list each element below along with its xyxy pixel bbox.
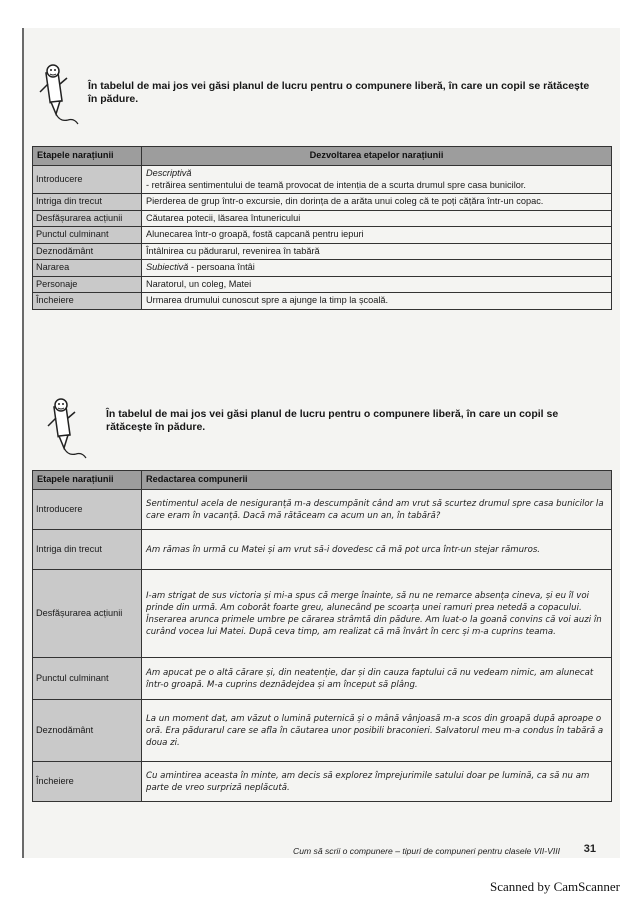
stage-label: Desfășurarea acțiunii xyxy=(33,570,142,658)
stage-label: Introducere xyxy=(33,166,142,194)
header-stages: Etapele narațiunii xyxy=(33,471,142,490)
stage-label: Punctul culminant xyxy=(33,227,142,244)
book-title-footer: Cum să scrii o compunere – tipuri de compuneri pentru clasele VII-VIII xyxy=(292,846,560,856)
stage-content: I-am strigat de sus victoria și mi-a spus că merge înainte, să nu ne remarce absența cineva, și eu îl voi prinde din urmă. Am coborât foarte greu, alunecând pe scoarța unei ramuri prea netedă a copacului. Înserarea arunca primele umbre pe cărarea strâmtă din pădure. Am luat-o la goană convins că voi auzi în curând vocea lui Matei. După ceva timp, am realizat că mă învârt în cerc și m-a cuprins teama. xyxy=(142,570,612,658)
plan-table-2 xyxy=(32,470,612,802)
stage-content: Am apucat pe o altă cărare și, din neatenție, dar și din cauza faptului că nu vedeam nimic, am alunecat într-o groapă. M-a cuprins deznădejdea și am început să plâng. xyxy=(142,658,612,700)
table-row xyxy=(33,260,612,277)
instruction-text-1: În tabelul de mai jos vei găsi planul de lucru pentru o compunere liberă, în care un copil se rătăcește în pădure. xyxy=(88,80,590,105)
stage-content: Cu amintirea aceasta în minte, am decis să explorez împrejurimile satului doar pe lumină, ca să nu am parte de vreo surpriză neplăcută. xyxy=(142,762,612,802)
stage-label: Intriga din trecut xyxy=(33,194,142,211)
content-line: Descriptivă xyxy=(146,168,192,178)
stage-label: Încheiere xyxy=(33,293,142,310)
stage-content: La un moment dat, am văzut o lumină puternică și o mână vânjoasă m-a scos din groapă după aproape o oră. Era pădurarul care se afla în căutarea unor posibili braconieri. Salvatorul meu m-a condus în tabără a doua zi. xyxy=(142,700,612,762)
header-composition: Redactarea compunerii xyxy=(142,471,612,490)
pencil-mascot-icon xyxy=(42,396,88,468)
stage-label: Deznodământ xyxy=(33,243,142,260)
table-row xyxy=(33,227,612,244)
instruction-text-2: În tabelul de mai jos vei găsi planul de lucru pentru o compunere liberă, în care un copil se rătăcește în pădure. xyxy=(106,408,559,433)
table-row xyxy=(33,210,612,227)
stage-content xyxy=(142,260,612,277)
scanned-page xyxy=(22,28,620,858)
stage-label: Intriga din trecut xyxy=(33,530,142,570)
stage-content: Căutarea potecii, lăsarea întunericului xyxy=(142,210,612,227)
stage-label: Deznodământ xyxy=(33,700,142,762)
table-row xyxy=(33,276,612,293)
header-stages: Etapele narațiunii xyxy=(33,147,142,166)
table-row xyxy=(33,570,612,658)
content-italic: Subiectivă xyxy=(146,262,189,272)
stage-content: Naratorul, un coleg, Matei xyxy=(142,276,612,293)
table-row xyxy=(33,166,612,194)
stage-label: Încheiere xyxy=(33,762,142,802)
table-row xyxy=(33,243,612,260)
table-row xyxy=(33,194,612,211)
stage-label: Desfășurarea acțiunii xyxy=(33,210,142,227)
stage-content: Pierderea de grup într-o excursie, din dorința de a arăta unui coleg că te poți cățăra într-un copac. xyxy=(142,194,612,211)
stage-content: Alunecarea într-o groapă, fostă capcană pentru iepuri xyxy=(142,227,612,244)
table-row xyxy=(33,293,612,310)
table-row xyxy=(33,700,612,762)
header-development: Dezvoltarea etapelor narațiunii xyxy=(142,147,612,166)
table-header-row xyxy=(33,471,612,490)
stage-label: Personaje xyxy=(33,276,142,293)
stage-label: Nararea xyxy=(33,260,142,277)
scanner-watermark: Scanned by CamScanner xyxy=(490,879,620,894)
table-header-row xyxy=(33,147,612,166)
stage-label: Introducere xyxy=(33,490,142,530)
stage-content: Am rămas în urmă cu Matei și am vrut să-i dovedesc că mă pot urca într-un stejar rămuros. xyxy=(142,530,612,570)
stage-content: Urmarea drumului cunoscut spre a ajunge la timp la școală. xyxy=(142,293,612,310)
stage-content: Sentimentul acela de nesiguranță m-a descumpănit când am vrut să scurtez drumul spre casa bunicilor la care eram în vacanță. Dacă mă rătăceam ca acum un an, în tabără? xyxy=(142,490,612,530)
stage-content: Întâlnirea cu pădurarul, revenirea în tabără xyxy=(142,243,612,260)
table-row xyxy=(33,530,612,570)
table-row xyxy=(33,490,612,530)
stage-content xyxy=(142,166,612,194)
table-row xyxy=(33,762,612,802)
pencil-mascot-icon xyxy=(34,62,80,134)
plan-table-1 xyxy=(32,146,612,310)
page-number: 31 xyxy=(583,843,596,855)
stage-label: Punctul culminant xyxy=(33,658,142,700)
content-rest: - persoana întâi xyxy=(188,262,255,272)
content-line: - retrăirea sentimentului de teamă provocat de intenția de a scurta drumul spre casa bunicilor. xyxy=(146,179,526,190)
table-row xyxy=(33,658,612,700)
